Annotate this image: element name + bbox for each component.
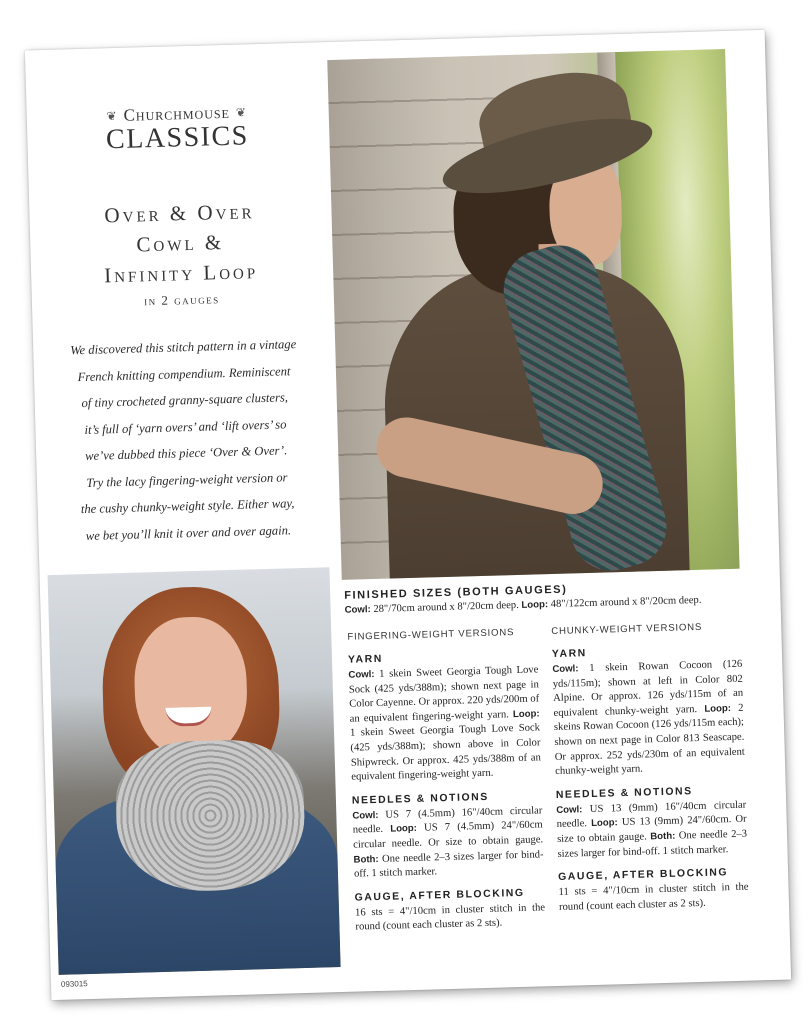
pattern-title	[69, 195, 291, 291]
pattern-page	[25, 30, 791, 1000]
intro-line: we’ve dubbed this piece ‘Over & Over’.	[84, 443, 288, 463]
gauge-text: 16 sts = 4"/10cm in cluster stitch in the round (count each cluster as 2 sts).	[354, 902, 546, 933]
photo-woman-in-cowl	[48, 567, 341, 975]
title-line: Cowl &	[136, 230, 225, 257]
needles-heading: NEEDLES & NOTIONS	[351, 791, 489, 807]
intro-line: We discovered this stitch pattern in a vintage	[70, 337, 297, 358]
leaf-sprig-right-icon: ❦	[235, 104, 248, 120]
leaf-sprig-left-icon: ❦	[106, 108, 118, 123]
yarn-heading: YARN	[347, 653, 384, 666]
chunky-weight-column	[551, 621, 749, 916]
fingering-weight-column	[347, 626, 545, 935]
gauge-text: 11 sts = 4"/10cm in cluster stitch in the round (count each cluster as 2 sts).	[558, 881, 749, 913]
needles-text: Cowl: US 7 (4.5mm) 16"/40cm circular needle. Loop: US 7 (4.5mm) 24"/60cm circular needle. Or size to obtain gauge. Both: One needle 2–3 sizes larger for bind-off. 1 stitch marker.	[352, 805, 544, 880]
brand-logo	[66, 101, 287, 155]
brand-top-text: Churchmouse	[123, 102, 231, 125]
title-line: Infinity Loop	[103, 259, 259, 288]
intro-line: Try the lacy fingering-weight version or	[86, 469, 288, 490]
finished-sizes: FINISHED SIZES (BOTH GAUGES) Cowl: 28"/70cm around x 8"/20cm deep. Loop: 48"/122cm around x 8"/20cm deep.	[344, 579, 745, 616]
yarn-text: Cowl: 1 skein Rowan Cocoon (126 yds/115m); shown at left in Color 802 Alpine. Or approx. 126 yds/115m of an equivalent chunky-weight yarn. Loop: 2 skeins Rowan Cocoon (126 yds/115m each); shown on next page in Color 813 Seascape. Or approx. 252 yds/230m of an equivalent chunky-weight yarn.	[552, 658, 745, 778]
intro-paragraph	[59, 331, 313, 550]
brand-main-text: CLASSICS	[105, 120, 250, 156]
pattern-subtitle: in 2 gauges	[143, 291, 220, 309]
intro-line: we bet you’ll knit it over and over again.	[85, 522, 292, 543]
needles-text: Cowl: US 13 (9mm) 16"/40cm circular needle. Loop: US 13 (9mm) 24"/60cm. Or size to obtain gauge. Both: One needle 2–3 sizes larger for bind-off. 1 stitch marker.	[556, 799, 748, 860]
yarn-heading: YARN	[551, 648, 587, 661]
photo-woman-in-hat	[327, 49, 739, 580]
needles-heading: NEEDLES & NOTIONS	[555, 785, 693, 801]
intro-line: it’s full of ‘yarn overs’ and ‘lift overs’ so	[84, 416, 287, 437]
intro-line: of tiny crocheted granny-square clusters,	[81, 390, 289, 411]
pattern-code: 093015	[60, 979, 88, 989]
column-heading: FINGERING-WEIGHT VERSIONS	[347, 627, 515, 643]
yarn-text: Cowl: 1 skein Sweet Georgia Tough Love Sock (425 yds/388m); shown next page in Color Cayenne. Or approx. 220 yds/200m of an equivalent fingering-weight yarn. Loop: 1 skein Sweet Georgia Tough Love Sock (425 yds/388m); shown above in Color Shipwreck. Or approx. 425 yds/388m of an equivalent fingering-weight yarn.	[348, 664, 541, 783]
finished-sizes-heading: FINISHED SIZES (BOTH GAUGES)	[344, 583, 568, 602]
column-heading: CHUNKY-WEIGHT VERSIONS	[551, 621, 703, 638]
intro-line: the cushy chunky-weight style. Either way,	[80, 496, 295, 517]
gauge-heading: GAUGE, AFTER BLOCKING	[558, 867, 729, 884]
title-line: Over & Over	[104, 199, 255, 228]
gauge-heading: GAUGE, AFTER BLOCKING	[354, 887, 525, 904]
intro-line: French knitting compendium. Reminiscent	[77, 363, 291, 384]
